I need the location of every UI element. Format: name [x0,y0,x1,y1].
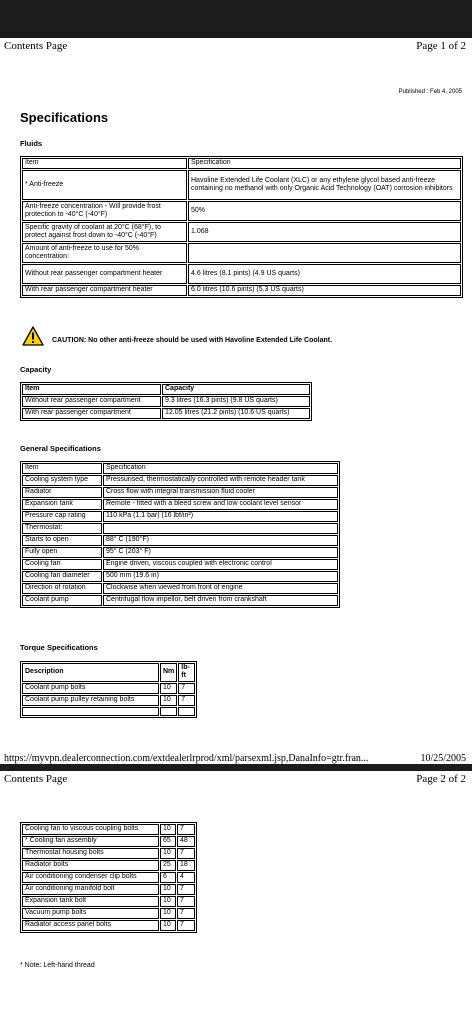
table-cell: * Cooling fan assembly [22,836,159,847]
table-cell: Fully open [22,547,102,558]
table-row [22,571,338,582]
table-cell: Cooling system type [22,475,102,486]
table-cell: 10 [160,683,177,694]
table-cell: 110 kPa (1.1 bar) (16 lbf/in²) [103,511,338,522]
table-cell: Clockwise when viewed from front of engine [103,583,338,594]
table-cell: 1.068 [188,222,461,242]
table-cell [188,243,461,263]
table-cell: Coolant pump bolts [22,683,159,694]
caution-text: CAUTION: No other anti-freeze should be used with Havoline Extended Life Coolant. [52,337,333,344]
table-cell: Cooling fan to viscous coupling bolts [22,824,159,835]
table-cell: 18 [177,860,195,871]
left-hand-thread-note: * Note: Left-hand thread [20,962,95,969]
table-cell: Radiator [22,487,102,498]
table-cell: Capacity [162,384,310,395]
table-cell: 10 [160,920,176,931]
table-cell: Cross flow with integral transmission fluid cooler [103,487,338,498]
capacity-heading: Capacity [20,365,52,374]
published-date: Published : Feb 4, 2005 [398,89,462,95]
table-cell: Nm [160,663,177,682]
table-row [22,920,195,931]
page-1-footer [4,753,466,764]
table-row [22,683,195,694]
table-row [22,201,461,221]
table-row [22,264,461,284]
table-cell: 88° C (190°F) [103,535,338,546]
table-cell: Expansion tank [22,499,102,510]
table-cell: 7 [177,896,195,907]
table-row [22,243,461,263]
table-cell: Item [22,384,161,395]
table-cell: Vacuum pump bolts [22,908,159,919]
table-row [22,408,310,419]
table-cell: 6.0 litres (10.6 pints) (5.3 US quarts) [188,285,461,296]
table-cell: With rear passenger compartment heater [22,285,187,296]
table-row [22,848,195,859]
table-cell: Radiator access panel bolts [22,920,159,931]
torque-table-continued [20,822,197,933]
table-cell: 7 [178,683,195,694]
table-cell: 7 [177,824,195,835]
caution-box [22,326,332,346]
table-row [22,547,338,558]
table-cell: 48 [177,836,195,847]
table-row [22,222,461,242]
table-header-row [22,384,310,395]
table-cell: Item [22,158,187,169]
table-cell: 500 mm (19.6 in) [103,571,338,582]
table-cell: 65 [160,836,176,847]
table-row [22,908,195,919]
table-cell: 25 [160,860,176,871]
table-cell: 9.3 litres (16.3 pints) (9.8 US quarts) [162,396,310,407]
header-left: Contents Page [4,40,68,52]
footer-url: https://myvpn.dealerconnection.com/extdealerlrprod/xml/parsexml.jsp,DanaInfo=gtr.fran... [4,753,369,764]
table-row [22,695,195,706]
table-cell: 7 [177,848,195,859]
table-cell: Coolant pump [22,595,102,606]
table-row [22,511,338,522]
table-cell: Description [22,663,159,682]
table-cell: Havoline Extended Life Coolant (XLC) or any ethylene glycol based anti-freeze containing no methanol with only Organic Acid Technology (OAT) corrosion inhibitors [188,170,461,200]
table-cell: Air conditioning condenser clip bolts [22,872,159,883]
table-cell: Remote - fitted with a bleed screw and low coolant level sensor [103,499,338,510]
table-cell: Without rear passenger compartment [22,396,161,407]
table-cell: 50% [188,201,461,221]
table-cell: Specification [188,158,461,169]
page-title: Specifications [20,110,109,125]
page-2-header [4,773,466,785]
table-cell: Direction of rotation [22,583,102,594]
table-cell: 12.05 litres (21.2 pints) (10.6 US quarts) [162,408,310,419]
table-cell: Thermostat: [22,523,102,534]
table-cell: Engine driven, viscous coupled with electronic control [103,559,338,570]
warning-triangle-icon [22,326,44,346]
fluids-table [20,156,463,298]
table-cell: Anti-freeze concentration - Will provide frost protection to -40°C (-40°F) [22,201,187,221]
table-cell: Air conditioning manifold bolt [22,884,159,895]
table-row [22,896,195,907]
table-row [22,595,338,606]
table-header-row [22,463,338,474]
table-row [22,475,338,486]
table-cell: With rear passenger compartment [22,408,161,419]
table-row [22,499,338,510]
table-cell: * Anti-freeze [22,170,187,200]
table-cell: lb-ft [178,663,195,682]
top-dark-bar [0,0,472,38]
table-cell: 4 [177,872,195,883]
table-cell: Coolant pump pulley retaining bolts [22,695,159,706]
table-row [22,860,195,871]
table-cell: Specification [103,463,338,474]
table-cell [178,707,195,716]
table-header-row [22,158,461,169]
table-cell: 10 [160,695,177,706]
table-row [22,707,195,716]
table-cell: Cooling fan [22,559,102,570]
table-cell: 7 [177,908,195,919]
table-cell: 6 [160,872,176,883]
table-cell: 10 [160,896,176,907]
table-cell: Specific gravity of coolant at 20°C (68°F), to protect against frost down to -40°C (-40°F) [22,222,187,242]
table-cell: Pressurised, thermostatically controlled with remote header tank [103,475,338,486]
table-row [22,170,461,200]
table-cell [160,707,177,716]
table-cell: Item [22,463,102,474]
table-row [22,535,338,546]
header-right: Page 2 of 2 [416,773,466,785]
general-table [20,461,340,608]
table-row [22,824,195,835]
capacity-table [20,382,312,421]
torque-heading: Torque Specifications [20,643,98,652]
page-separator-bar [0,764,472,771]
table-row [22,523,338,534]
table-cell: Cooling fan diameter [22,571,102,582]
table-cell: Pressure cap rating [22,511,102,522]
table-row [22,487,338,498]
table-cell: Without rear passenger compartment heater [22,264,187,284]
fluids-heading: Fluids [20,139,43,148]
general-heading: General Specifications [20,444,101,453]
header-left: Contents Page [4,773,68,785]
table-cell: Expansion tank bolt [22,896,159,907]
table-cell: 10 [160,908,176,919]
table-cell: 7 [178,695,195,706]
page-1-header [4,40,466,52]
table-row [22,559,338,570]
header-right: Page 1 of 2 [416,40,466,52]
torque-table [20,661,197,718]
table-cell: 10 [160,824,176,835]
table-cell: 95° C (203° F) [103,547,338,558]
table-cell: 10 [160,848,176,859]
footer-date: 10/25/2005 [420,753,466,764]
table-cell: 7 [177,920,195,931]
table-cell: Thermostat housing bolts [22,848,159,859]
table-cell: 7 [177,884,195,895]
table-cell: 4.6 litres (8.1 pints) (4.9 US quarts) [188,264,461,284]
table-row [22,884,195,895]
table-row [22,285,461,296]
table-cell: Amount of anti-freeze to use for 50% concentration: [22,243,187,263]
table-row [22,583,338,594]
table-cell: Radiator bolts [22,860,159,871]
table-row [22,836,195,847]
table-cell [22,707,159,716]
table-row [22,396,310,407]
table-cell [103,523,338,534]
table-cell: Centrifugal flow impellor, belt driven from crankshaft [103,595,338,606]
table-cell: Starts to open [22,535,102,546]
table-header-row [22,663,195,682]
table-row [22,872,195,883]
table-cell: 10 [160,884,176,895]
